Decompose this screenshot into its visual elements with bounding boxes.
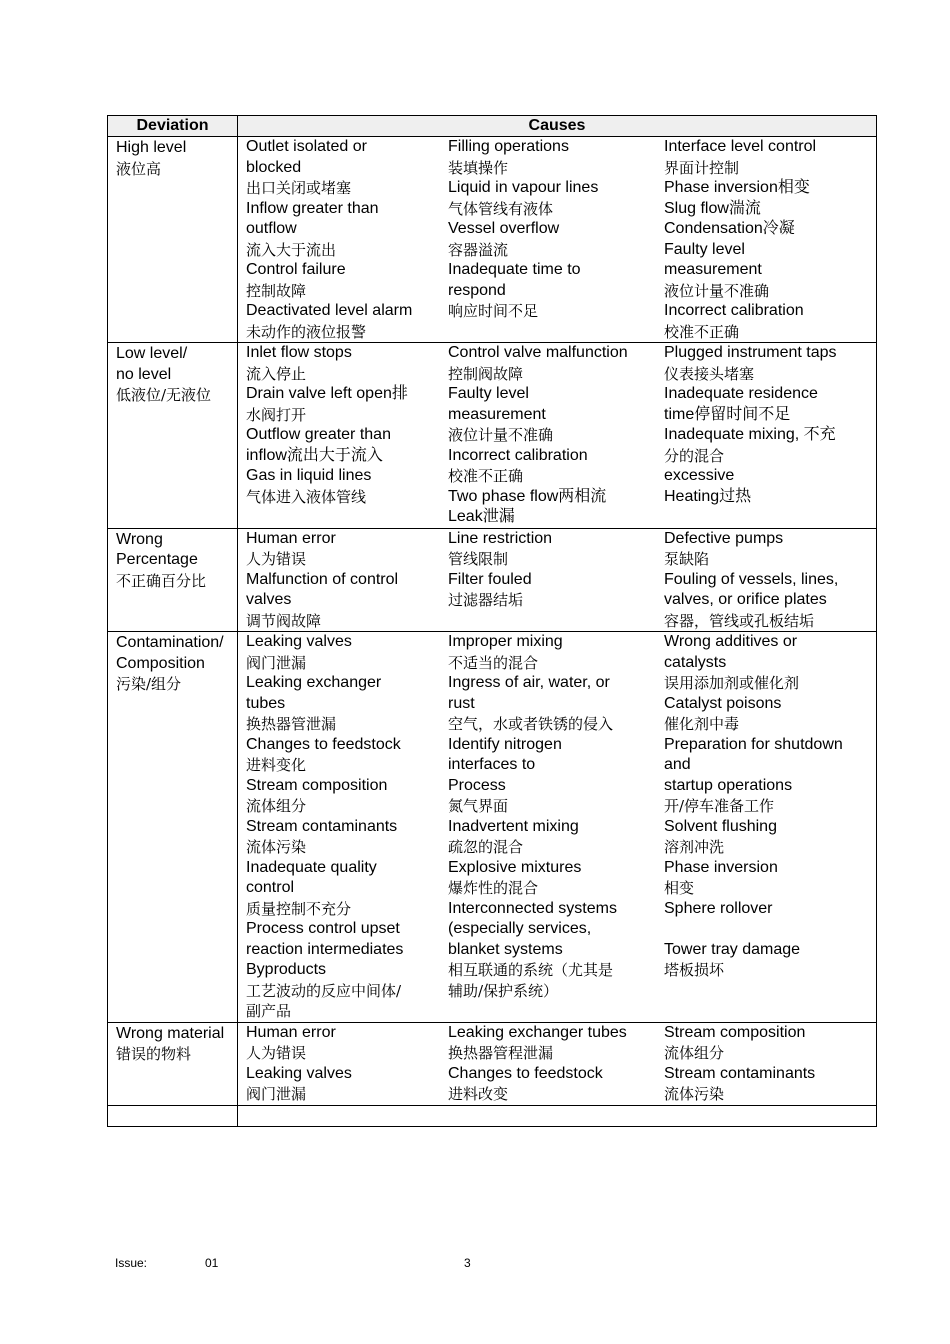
cause-line: 调节阀故障 (246, 611, 322, 630)
cause-line: Inadequate time to (448, 261, 581, 278)
table-body (108, 137, 877, 1127)
cause-line: blocked (246, 158, 302, 176)
cause-line: Plugged instrument taps (664, 344, 837, 361)
cause-line: Heating过热 (664, 487, 752, 505)
cause-line: 液位计量不准确 (448, 426, 554, 444)
cause-line: Leaking valves (246, 1064, 352, 1082)
cause-line: (especially services, (448, 920, 592, 937)
cause-line: 容器溢流 (448, 240, 509, 259)
cause-line: Byproducts (246, 961, 327, 978)
cause-line: Leaking valves (246, 633, 352, 650)
cause-line: Drain valve left open排 (246, 385, 408, 402)
cause-line: Catalyst poisons (664, 694, 782, 712)
causes-column (447, 529, 663, 632)
cause-line: 疏忽的混合 (448, 838, 524, 856)
cause-line: Vessel overflow (448, 220, 560, 237)
cause-line: 相互联通的系统（尤其是 (448, 961, 614, 979)
cause-line: Phase inversion相变 (664, 179, 810, 196)
cause-line: Leaking exchanger tubes (448, 1023, 627, 1041)
cause-line: 界面计控制 (664, 158, 740, 177)
cause-line: rust (448, 694, 475, 712)
cause-line: Human error (246, 529, 336, 547)
cause-line: Outlet isolated or (246, 138, 367, 155)
cause-line: Liquid in vapour lines (448, 179, 599, 196)
cause-line: Inadequate quality (246, 858, 377, 876)
cause-line: Inadequate mixing, 不充 (664, 426, 836, 443)
cause-line: Inadequate residence (664, 385, 818, 402)
hazop-deviation-table (107, 115, 877, 1127)
cause-line: Solvent flushing (664, 817, 777, 835)
deviation-line: 错误的物料 (116, 1045, 192, 1063)
deviation-line: Percentage (116, 551, 198, 568)
cause-line: 控制阀故障 (448, 364, 524, 383)
cause-line: Inflow greater than (246, 199, 379, 217)
header-deviation: Deviation (108, 116, 238, 137)
cause-line: Improper mixing (448, 633, 563, 650)
cause-line: 分的混合 (664, 446, 725, 465)
cause-line: 换热器管泄漏 (246, 715, 337, 733)
cause-line: Defective pumps (664, 529, 784, 547)
cause-line: 不适当的混合 (448, 653, 539, 672)
cause-line: excessive (664, 467, 735, 484)
cause-line: 进料变化 (246, 756, 307, 774)
cause-line: 空气，水或者铁锈的侵入 (448, 715, 614, 733)
cause-line: 流体污染 (246, 838, 307, 856)
cause-line: Sphere rollover (664, 899, 773, 917)
footer-issue-value: 01 (205, 1256, 219, 1270)
cause-line: 校准不正确 (448, 467, 524, 485)
cause-line: valves (246, 591, 292, 608)
cause-line: Outflow greater than (246, 426, 391, 443)
causes-column (238, 343, 447, 528)
cause-line: catalysts (664, 653, 727, 671)
cause-line: Incorrect calibration (448, 446, 588, 464)
cause-line: 流入大于流出 (246, 240, 337, 259)
causes-column (663, 632, 868, 1022)
cause-line: Preparation for shutdown (664, 735, 843, 753)
cause-line: 人为错误 (246, 1044, 307, 1062)
causes-cell (238, 632, 877, 1023)
cause-line: 容器，管线或孔板结垢 (664, 611, 815, 630)
causes-columns (238, 137, 876, 342)
deviation-line: Composition (116, 654, 205, 672)
cause-line: Interconnected systems (448, 899, 617, 917)
cause-line: valves, or orifice plates (664, 591, 827, 608)
deviation-cell (108, 632, 238, 1023)
cause-line: 阀门泄漏 (246, 1085, 307, 1103)
cause-line: Identify nitrogen (448, 735, 562, 753)
cause-line: Process (448, 776, 506, 794)
cause-line: 控制故障 (246, 281, 307, 300)
cause-line: Two phase flow两相流 (448, 487, 607, 505)
cause-line: 塔板损坏 (664, 961, 725, 979)
cause-line: Human error (246, 1023, 336, 1041)
deviation-line: Low level/ (116, 345, 188, 362)
cause-line: Deactivated level alarm (246, 302, 413, 319)
cause-line: 仪表接头堵塞 (664, 364, 755, 383)
cause-line: measurement (448, 405, 546, 423)
cause-line: 辅助/保护系统） (448, 981, 559, 1000)
deviation-line: High level (116, 139, 187, 156)
deviation-line: 低液位/无液位 (116, 386, 212, 404)
cause-line: 换热器管程泄漏 (448, 1044, 554, 1062)
cause-line: Inlet flow stops (246, 344, 352, 361)
cause-line: Leak泄漏 (448, 508, 515, 525)
empty-row (108, 1105, 877, 1126)
cause-line: 爆炸性的混合 (448, 879, 539, 897)
causes-column (447, 632, 663, 1022)
cause-line: Leaking exchanger (246, 674, 382, 691)
cause-line: measurement (664, 261, 762, 278)
footer-page-number: 3 (464, 1256, 471, 1270)
cause-line: reaction intermediates (246, 940, 404, 958)
cause-line: control (246, 879, 295, 896)
deviation-line: 液位高 (116, 159, 162, 178)
cause-line: Faulty level (664, 240, 745, 258)
cause-line: Process control upset (246, 920, 400, 937)
causes-column (663, 529, 868, 632)
cause-line: Explosive mixtures (448, 858, 582, 876)
cause-line: 人为错误 (246, 550, 307, 568)
causes-columns (238, 632, 876, 1022)
cause-line: inflow流出大于流入 (246, 446, 383, 464)
cause-line: 溶剂冲洗 (664, 838, 725, 856)
deviation-cell (108, 1022, 238, 1105)
cause-line: outflow (246, 220, 297, 237)
cause-line: 装填操作 (448, 158, 509, 177)
cause-line: 流体组分 (664, 1044, 725, 1062)
table-row (108, 1022, 877, 1105)
causes-column (238, 529, 447, 632)
deviation-line: Wrong (116, 530, 163, 548)
causes-columns (238, 343, 876, 528)
cause-line: Condensation冷凝 (664, 220, 795, 237)
cause-line: respond (448, 281, 506, 299)
deviation-cell (108, 528, 238, 632)
cause-line: 进料改变 (448, 1085, 509, 1103)
causes-column (447, 137, 663, 342)
causes-cell (238, 528, 877, 632)
causes-columns (238, 529, 876, 632)
cause-line: 流体组分 (246, 797, 307, 815)
causes-column (663, 137, 868, 342)
cause-line: Stream composition (246, 776, 388, 794)
cause-line: Changes to feedstock (448, 1064, 603, 1082)
cause-line: Tower tray damage (664, 940, 801, 958)
cause-line: 管线限制 (448, 550, 509, 568)
cause-line: 阀门泄漏 (246, 653, 307, 672)
cause-line: Control failure (246, 261, 346, 278)
deviation-cell (108, 137, 238, 343)
cause-line: 未动作的液位报警 (246, 322, 367, 341)
causes-columns (238, 1023, 876, 1105)
cause-line: Slug flow湍流 (664, 199, 761, 217)
causes-column (238, 632, 447, 1022)
header-causes: Causes (238, 116, 877, 137)
cause-line: Stream composition (664, 1023, 806, 1041)
table-row (108, 137, 877, 343)
cause-line: 气体进入液体管线 (246, 487, 367, 506)
cause-line: 流体污染 (664, 1085, 725, 1103)
cause-line: 响应时间不足 (448, 302, 539, 320)
causes-column (447, 343, 663, 528)
cause-line: 副产品 (246, 1002, 292, 1020)
cause-line: 出口关闭或堵塞 (246, 179, 352, 197)
cause-line: interfaces to (448, 756, 536, 773)
cause-line: Fouling of vessels, lines, (664, 570, 839, 588)
cause-line: 氮气界面 (448, 797, 509, 815)
cause-line: 液位计量不准确 (664, 281, 770, 300)
causes-column (447, 1023, 663, 1105)
cause-line: blanket systems (448, 940, 563, 958)
deviation-line: 污染/组分 (116, 675, 182, 693)
cause-line: Interface level control (664, 138, 817, 155)
cause-line: Ingress of air, water, or (448, 674, 610, 691)
cause-line: 泵缺陷 (664, 550, 710, 568)
cause-line: and (664, 756, 691, 773)
cause-line: 气体管线有液体 (448, 199, 554, 218)
cause-line: 校准不正确 (664, 322, 740, 341)
cause-line: 流入停止 (246, 364, 307, 383)
cause-line: 工艺波动的反应中间体/ (246, 981, 402, 1000)
cause-line: 水阀打开 (246, 405, 307, 424)
table-row (108, 528, 877, 632)
cause-line: startup operations (664, 776, 793, 794)
empty-causes-cell (238, 1105, 877, 1126)
causes-column (238, 1023, 447, 1105)
deviation-line: 不正确百分比 (116, 571, 207, 590)
cause-line: Changes to feedstock (246, 735, 401, 753)
cause-line: tubes (246, 694, 286, 712)
cause-line: 过滤器结垢 (448, 591, 524, 609)
cause-line: Stream contaminants (664, 1064, 816, 1082)
deviation-cell (108, 343, 238, 529)
cause-line: Filter fouled (448, 570, 532, 588)
cause-line: 相变 (664, 879, 695, 897)
table-row (108, 632, 877, 1023)
cause-line: Filling operations (448, 138, 569, 155)
cause-line: Faulty level (448, 385, 529, 402)
cause-line: Phase inversion (664, 858, 778, 876)
cause-line: 催化剂中毒 (664, 715, 740, 733)
header-row (108, 116, 877, 137)
causes-column (663, 1023, 868, 1105)
cause-line: 开/停车准备工作 (664, 797, 775, 815)
causes-cell (238, 1022, 877, 1105)
empty-deviation-cell (108, 1105, 238, 1126)
causes-column (663, 343, 868, 528)
cause-line: Gas in liquid lines (246, 467, 372, 484)
causes-cell (238, 343, 877, 529)
causes-column (238, 137, 447, 342)
cause-line: Malfunction of control (246, 570, 399, 588)
table-row (108, 343, 877, 529)
deviation-line: Wrong material (116, 1024, 225, 1042)
deviation-line: no level (116, 365, 172, 383)
cause-line: Line restriction (448, 529, 553, 547)
footer-issue-label: Issue: (115, 1256, 148, 1270)
cause-line: Inadvertent mixing (448, 817, 579, 835)
deviation-line: Contamination/ (116, 634, 224, 651)
cause-line: Stream contaminants (246, 817, 398, 835)
cause-line: time停留时间不足 (664, 405, 791, 423)
cause-line: Wrong additives or (664, 633, 798, 650)
cause-line: 误用添加剂或催化剂 (664, 674, 800, 692)
causes-cell (238, 137, 877, 343)
cause-line: 质量控制不充分 (246, 899, 352, 918)
cause-line: Control valve malfunction (448, 344, 628, 361)
cause-line: Incorrect calibration (664, 302, 804, 319)
cause-line (664, 919, 868, 940)
